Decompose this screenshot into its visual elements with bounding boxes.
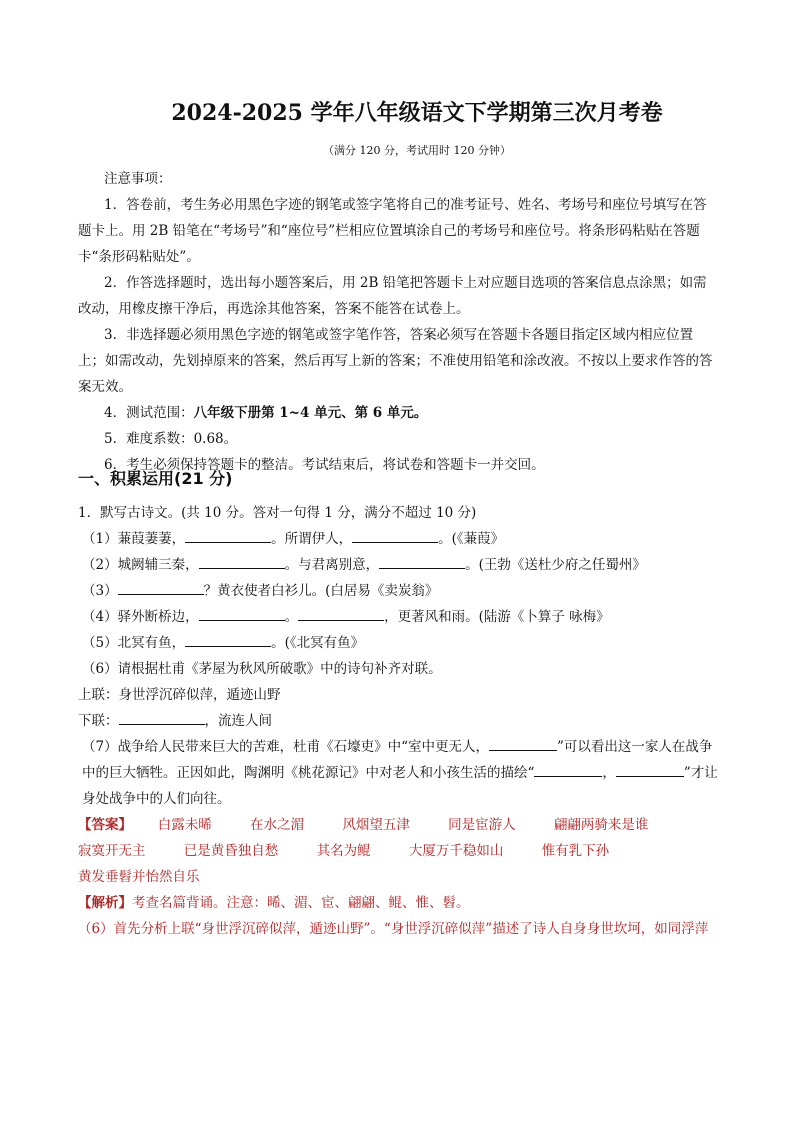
notice-item-2: 2．作答选择题时，选出每小题答案后，用 2B 铅笔把答题卡上对应题目选项的答案信息点涂黑；如需改动，用橡皮擦干净后，再选涂其他答案，答案不能答在试卷上。	[78, 275, 707, 317]
q1-4-text-c: ，更著风和雨。(陆游《卜算子 咏梅》	[384, 609, 610, 625]
answer-blank[interactable]	[616, 762, 684, 777]
answer-blank[interactable]	[534, 762, 602, 777]
q1-7-text-d: ”才让身处战争中的人们向往。	[82, 765, 718, 807]
notice-item-3: 3．非选择题必须用黑色字迹的钢笔或签字笔作答，答案必须写在答题卡各题目指定区域内相应位置上；如需改动，先划掉原来的答案，然后再写上新的答案；不准使用铅笔和涂改液。不按以上要求作答的答案无效。	[78, 327, 713, 395]
answer-blank[interactable]	[185, 528, 271, 543]
answer-label: 【答案】	[78, 817, 132, 833]
notice-heading: 注意事项：	[104, 171, 172, 187]
answer-blank[interactable]	[298, 606, 384, 621]
analysis-text-6: （6）首先分析上联“身世浮沉碎似萍，遁迹山野”。“身世浮沉碎似萍”描述了诗人自身身世坎坷，如同浮萍	[78, 921, 709, 937]
couplet-lower	[78, 708, 718, 734]
q1-7-text-c: ，	[602, 765, 616, 781]
question-1-block	[78, 500, 718, 942]
question-1-7	[78, 734, 718, 812]
question-1-3	[78, 578, 718, 604]
couplet-lower-text: ，流连人间	[204, 713, 272, 729]
question-1-5	[78, 630, 718, 656]
q1-7-text-a: （7）战争给人民带来巨大的苦难，杜甫《石壕吏》中“室中更无人，	[82, 739, 489, 755]
q1-1-text-a: （1）蒹葭萋萋，	[82, 531, 186, 547]
question-1-4	[78, 604, 718, 630]
analysis-label: 【解析】	[78, 895, 132, 911]
answer-item: 同是宦游人	[448, 817, 516, 833]
notice-item-5: 5．难度系数：0.68。	[104, 431, 238, 447]
notice-block	[78, 166, 718, 478]
q1-4-text-b: 。	[284, 609, 299, 625]
answer-blank[interactable]	[199, 606, 285, 621]
couplet-upper: 上联：身世浮沉碎似萍，遁迹山野	[78, 687, 281, 703]
analysis-block	[78, 890, 718, 916]
answer-item: 惟有乳下孙	[541, 843, 610, 859]
answer-item: 其名为鲲	[316, 843, 371, 859]
couplet-lower-label: 下联：	[78, 713, 119, 729]
notice-item-1: 1．答卷前，考生务必用黑色字迹的钢笔或签字笔将自己的准考证号、姓名、考场号和座位号填写在答题卡上。用 2B 铅笔在“考场号”和“座位号”栏相应位置填涂自己的考场号和座位号。将条形码粘贴在答题卡“条形码粘贴处”。	[78, 197, 707, 265]
q1-5-text-b: 。(《北冥有鱼》	[271, 635, 365, 651]
answer-item: 在水之湄	[250, 817, 305, 833]
question-1-2	[78, 552, 718, 578]
page-subtitle: （满分 120 分，考试用时 120 分钟）	[323, 144, 511, 157]
question-1-6: （6）请根据杜甫《茅屋为秋风所破歌》中的诗句补齐对联。	[82, 661, 442, 677]
answer-blank[interactable]	[352, 528, 438, 543]
answer-item: 已是黄昏独自愁	[183, 843, 279, 859]
answer-item: 大厦万千稳如山	[408, 843, 504, 859]
q1-3-text-b: ？黄衣使者白衫儿。(白居易《卖炭翁》	[203, 583, 439, 599]
q1-2-text-c: 。(王勃《送杜少府之任蜀州》	[465, 557, 646, 573]
answer-blank[interactable]	[119, 710, 205, 725]
page-title: 2024-2025 学年八年级语文下学期第三次月考卷	[171, 100, 663, 126]
q1-3-text-a: （3）	[82, 583, 118, 599]
q1-7-text-b: ”可以看出这一家人在战争中的巨大牺牲。正因如此，陶渊明《桃花源记》中对老人和小孩生活的描绘“	[82, 739, 713, 781]
answer-blank[interactable]	[118, 580, 204, 595]
analysis-text: 考查名篇背诵。注意：晞、湄、宦、翩翩、鲲、惟、髫。	[132, 895, 470, 911]
q1-4-text-a: （4）驿外断桥边，	[82, 609, 199, 625]
answer-item: 寂寞开无主	[78, 843, 146, 859]
q1-5-text-a: （5）北冥有鱼，	[82, 635, 186, 651]
q1-2-text-a: （2）城阙辅三秦，	[82, 557, 199, 573]
answer-blank[interactable]	[379, 554, 465, 569]
answer-block	[78, 812, 718, 890]
question-1-stem: 1．默写古诗文。(共 10 分。答对一句得 1 分，满分不超过 10 分)	[78, 505, 477, 521]
notice-item-4-range: 八年级下册第 1~4 单元、第 6 单元。	[193, 405, 428, 421]
answer-item: 风烟望五津	[342, 817, 410, 833]
notice-item-4-prefix: 4．测试范围：	[104, 405, 194, 421]
answer-item: 白露未晞	[157, 817, 212, 833]
answer-blank[interactable]	[489, 736, 557, 751]
notice-item-6: 6．考生必须保持答题卡的整洁。考试结束后，将试卷和答题卡一并交回。	[104, 457, 545, 473]
question-1-1	[78, 526, 718, 552]
q1-1-text-b: 。所谓伊人，	[271, 531, 353, 547]
q1-2-text-b: 。与君离别意，	[284, 557, 380, 573]
section-title-1: 一、积累运用(21 分)	[78, 469, 233, 488]
answer-item: 翩翩两骑来是谁	[553, 817, 649, 833]
answer-blank[interactable]	[185, 632, 271, 647]
answer-item: 黄发垂髫并怡然自乐	[78, 869, 200, 885]
notice-item-4	[78, 400, 718, 426]
q1-1-text-c: 。(《蒹葭》	[438, 531, 505, 547]
answer-blank[interactable]	[199, 554, 285, 569]
